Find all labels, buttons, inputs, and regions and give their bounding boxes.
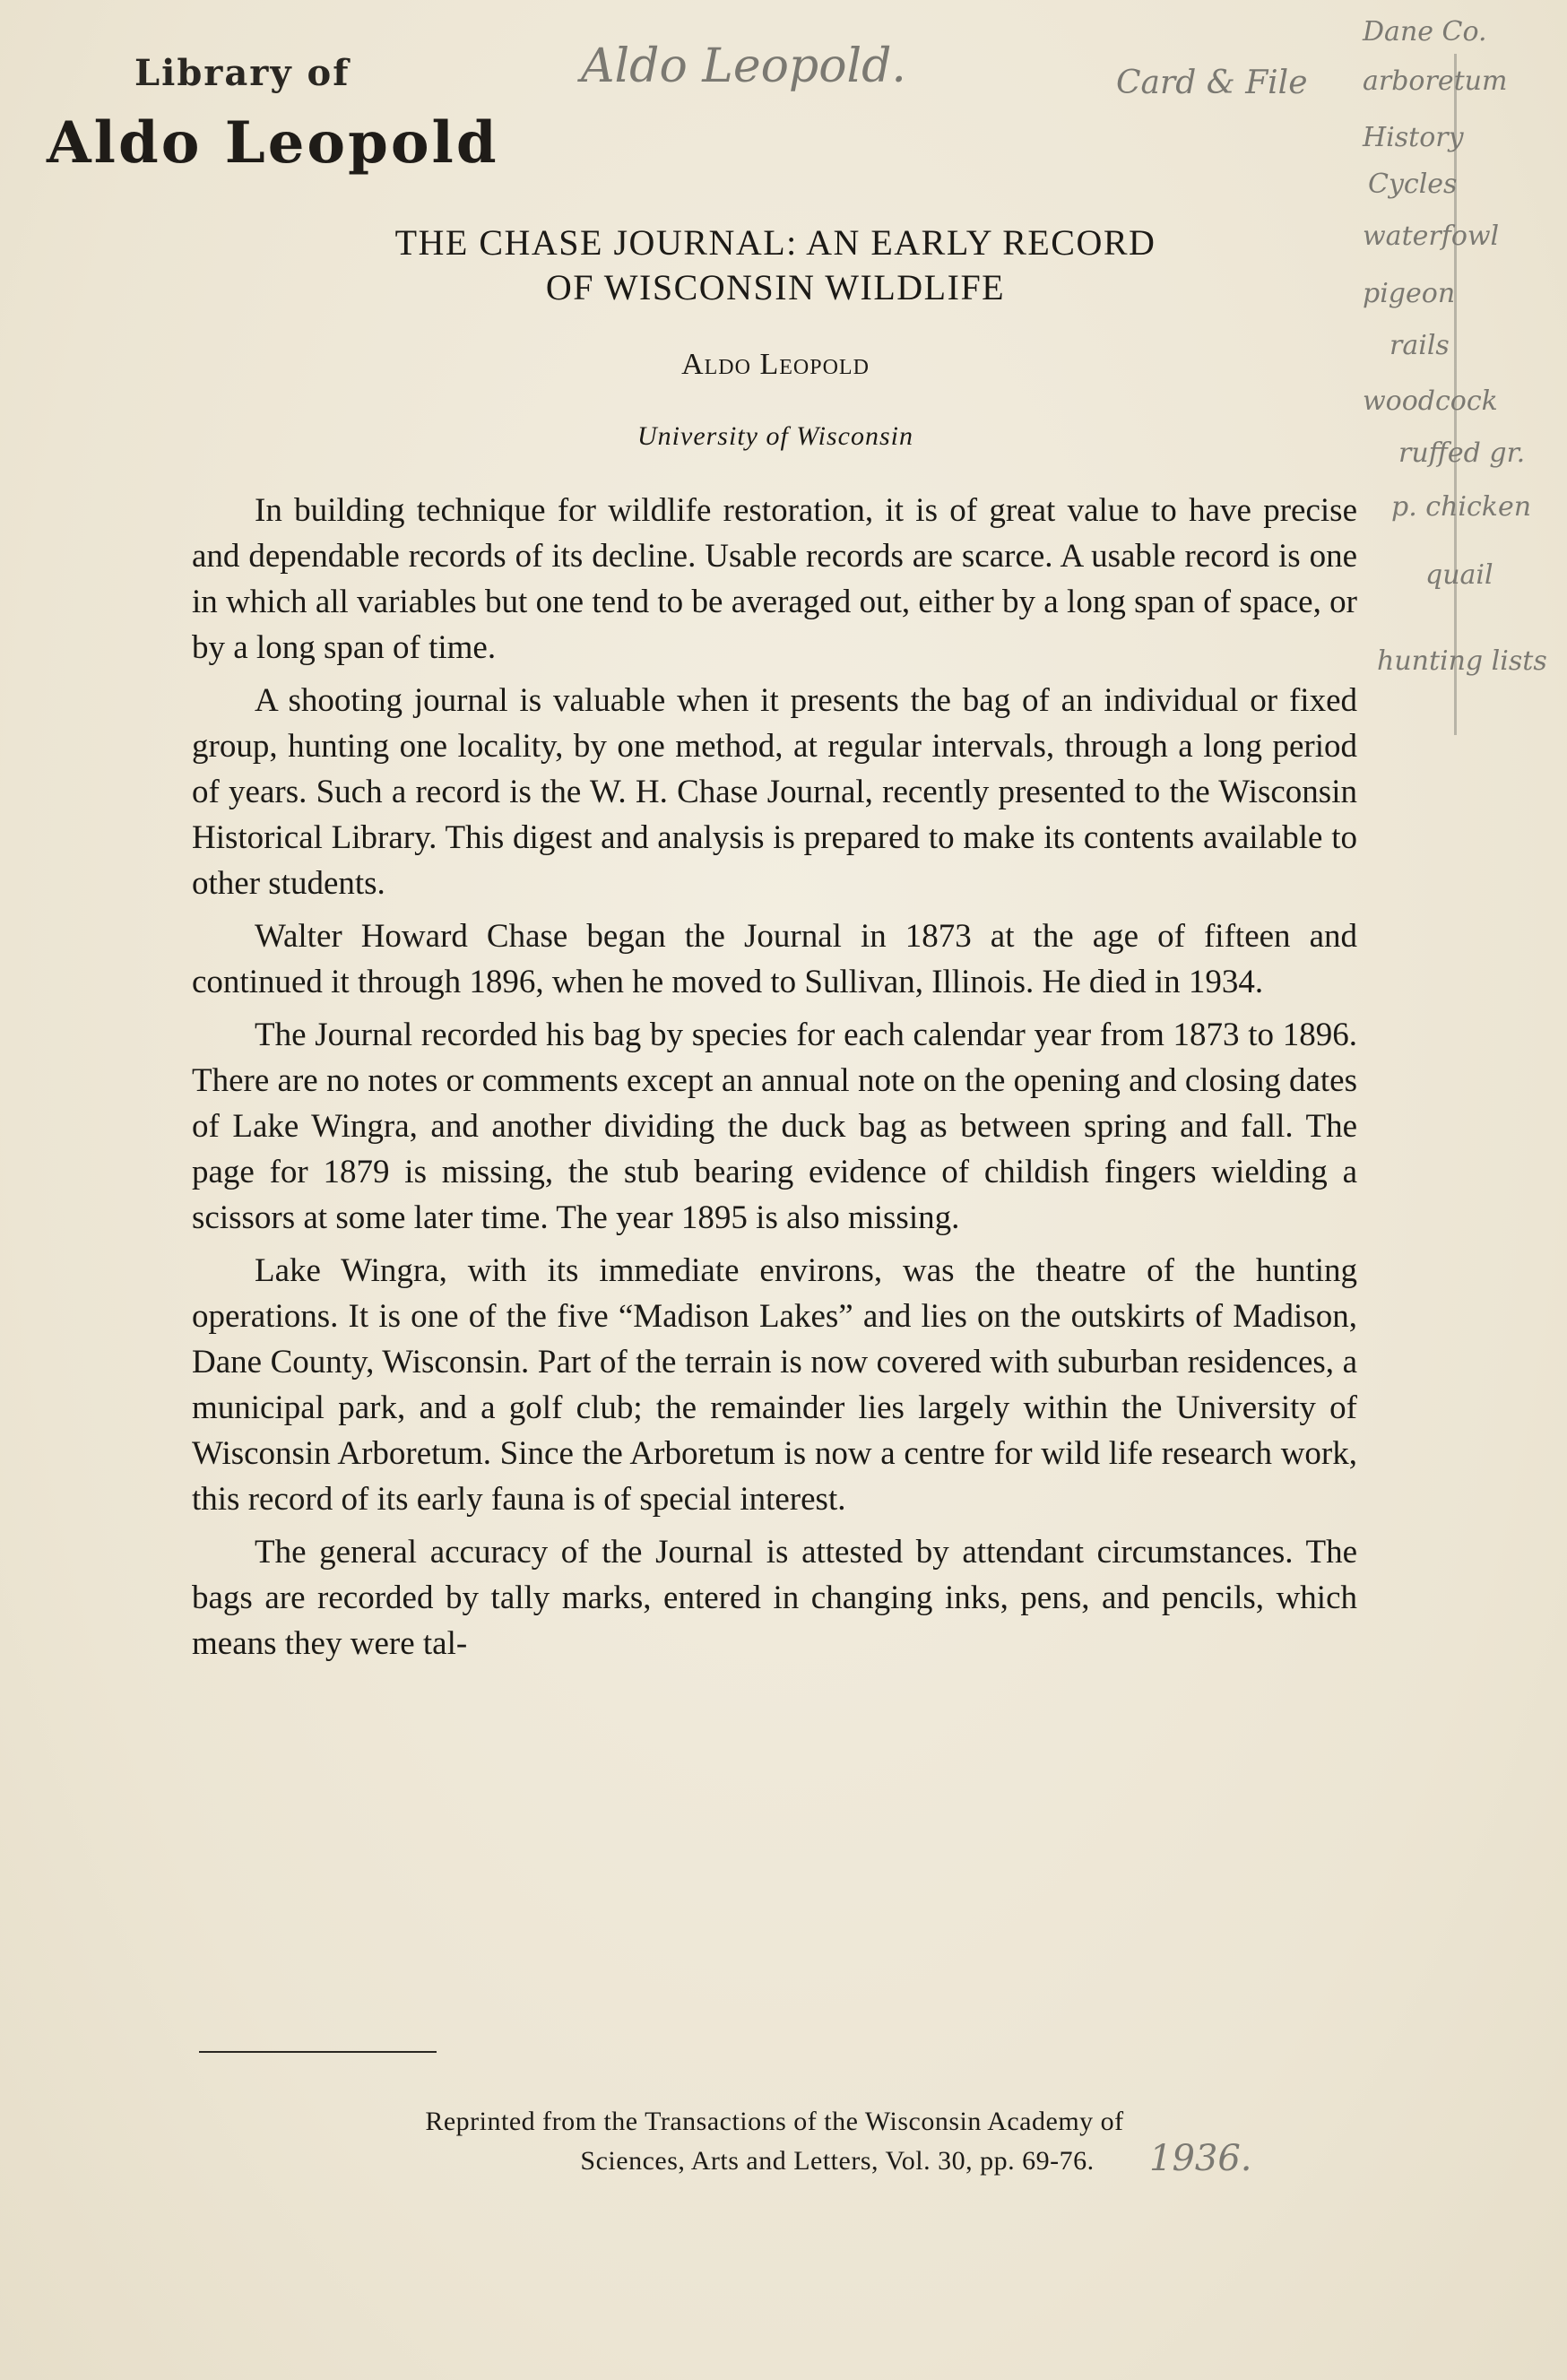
margin-note: quail [1425,559,1493,591]
margin-note: rails [1390,330,1450,361]
margin-note: woodcock [1363,385,1498,417]
handwritten-card-file-note: Card & File [1116,65,1308,101]
reprint-footnote [0,2102,1567,2181]
margin-note: Cycles [1368,169,1458,200]
article-author: Aldo Leopold [681,348,870,381]
margin-note: ruffed gr. [1398,437,1526,469]
article-title [0,221,1551,310]
bookplate-stamp-line2: Aldo Leopold [47,109,499,177]
body-paragraph: Walter Howard Chase began the Journal in 1873 at the age of fifteen and continued it through 1896, when he moved to Sullivan, Illinois. He died in 1934. [192,918,1357,1000]
footnote-divider [199,2051,437,2053]
margin-note: Dane Co. [1363,16,1487,48]
margin-note: History [1363,122,1464,153]
body-paragraph: The Journal recorded his bag by species for each calendar year from 1873 to 1896. There are no notes or comments except an annual note on the opening and closing dates of Lake Wingra, and another dividing the duck bag as between spring and fall. The page for 1879 is missing, the stub bearing evidence of childish fingers wielding a scissors at some later time. The year 1895 is also missing. [192,1017,1357,1236]
body-paragraph: The general accuracy of the Journal is attested by attendant circumstances. The bags are recorded by tally marks, entered in changing inks, pens, and pencils, which means they were tal- [192,1534,1357,1662]
footnote-line2: Sciences, Arts and Letters, Vol. 30, pp. 69-76. [580,2146,1095,2176]
article-body [192,488,1357,1674]
margin-note: arboretum [1363,65,1508,97]
margin-note: waterfowl [1363,221,1500,252]
body-paragraph: A shooting journal is valuable when it presents the bag of an individual or fixed group, hunting one locality, by one method, at regular intervals, through a long period of years. Such a record is the W. H. Chase Journal, recently presented to the Wisconsin Historical Library. This digest and analysis is prepared to make its contents available to other students. [192,682,1357,902]
body-paragraph: Lake Wingra, with its immediate environs, was the theatre of the hunting operations. It is one of the five “Madison Lakes” and lies on the outskirts of Madison, Dane County, Wisconsin. Part of the terrain is now covered with suburban residences, a municipal park, and a golf club; the remainder lies largely within the University of Wisconsin Arboretum. Since the Arboretum is now a centre for wild life research work, this record of its early fauna is of special interest. [192,1252,1357,1518]
margin-note: pigeon [1363,278,1456,309]
footnote-line1: Reprinted from the Transactions of the Wisconsin Academy of [425,2107,1124,2136]
body-paragraph: In building technique for wildlife restoration, it is of great value to have precise and dependable records of its decline. Usable records are scarce. A usable record is one in which all variables but one tend to be averaged out, either by a long span of space, or by a long span of time. [192,492,1357,666]
article-affiliation: University of Wisconsin [637,421,913,451]
margin-note: p. chicken [1391,491,1532,523]
article-title-line1: THE CHASE JOURNAL: AN EARLY RECORD [394,222,1156,263]
margin-note: hunting lists [1377,645,1547,677]
article-title-line2: OF WISCONSIN WILDLIFE [545,267,1006,307]
handwritten-year-note: 1936. [1149,2138,1252,2179]
handwritten-signature: Aldo Leopold. [581,39,906,93]
bookplate-stamp-line1: Library of [134,52,351,94]
